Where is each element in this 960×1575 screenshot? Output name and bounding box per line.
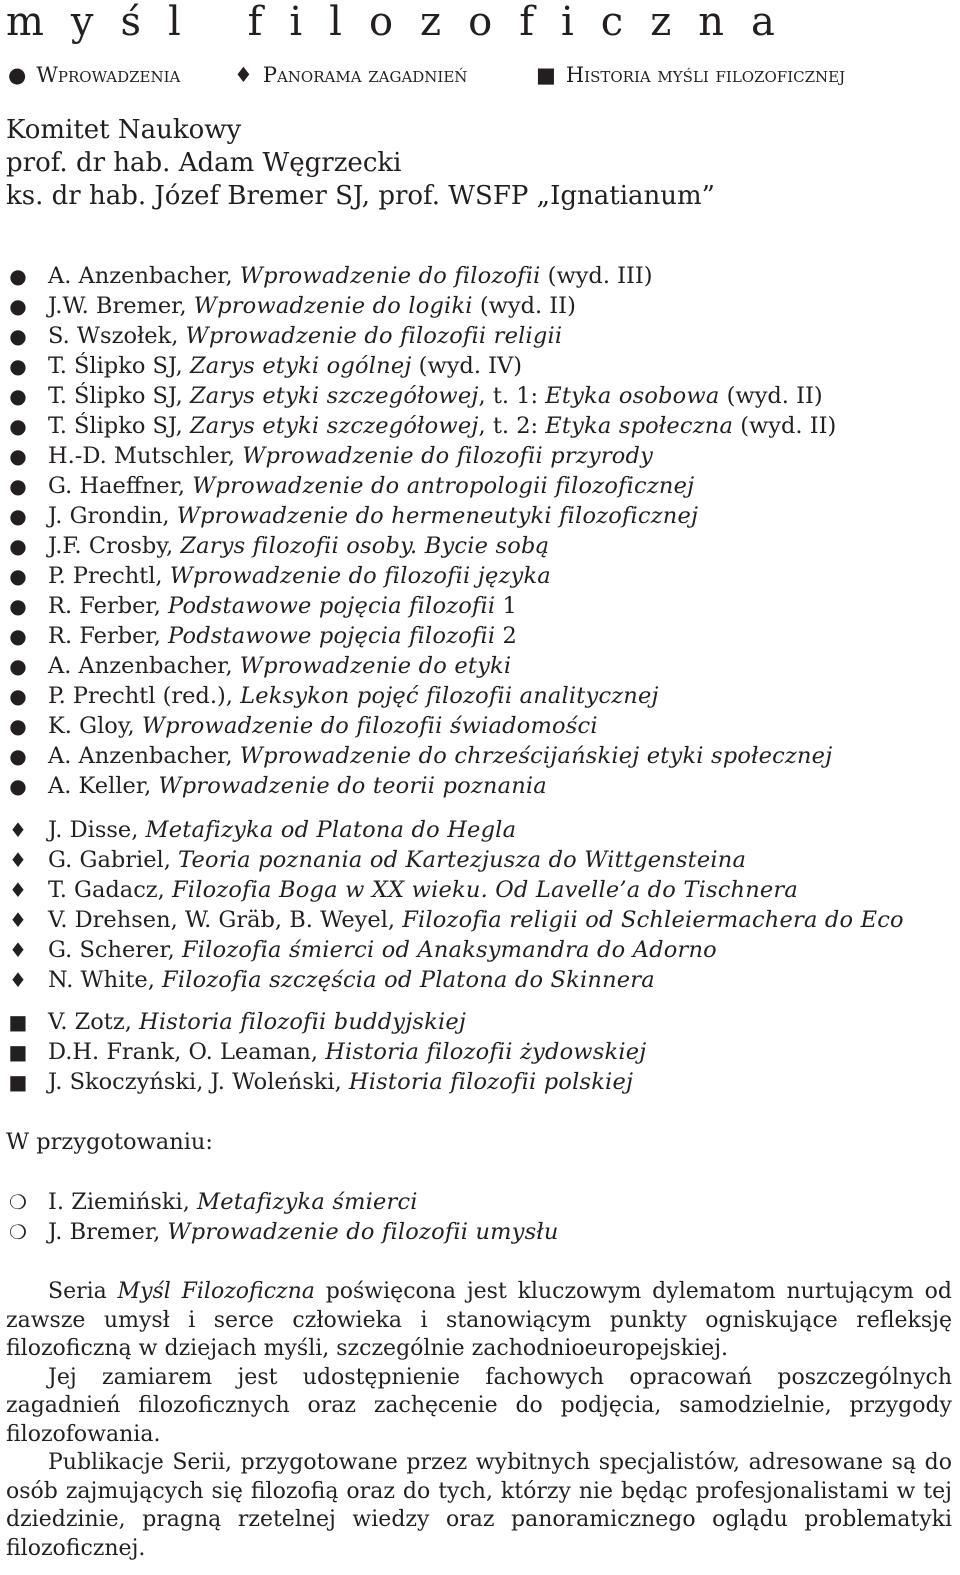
circle-bullet-icon: ● [9, 624, 27, 648]
book-author: J. Bremer, [48, 1219, 168, 1245]
circle-bullet-icon: ● [9, 504, 27, 528]
book-entry [48, 531, 549, 561]
book-title: Wprowadzenie do filozofii świadomości [141, 713, 598, 739]
circle-bullet-icon: ● [9, 744, 27, 768]
series-title: myśl filozoficzna [6, 0, 802, 45]
circle-bullet-icon: ● [9, 594, 27, 618]
book-title: Wprowadzenie do filozofii umysłu [167, 1219, 559, 1245]
book-entry [48, 411, 836, 441]
book-note: (wyd. III) [540, 263, 653, 289]
book-author: J.F. Crosby, [48, 533, 181, 559]
circle-bullet-icon: ● [9, 324, 27, 348]
book-entry [48, 441, 653, 471]
book-title: Filozofia Boga w XX wieku. Od Lavelle’a do Tischnera [171, 877, 799, 903]
book-entry [48, 1187, 418, 1217]
book-title: Wprowadzenie do logiki [193, 293, 473, 319]
book-edition-note: (wyd. II) [719, 383, 823, 409]
diamond-bullet-icon: ♦ [9, 968, 27, 992]
book-author: P. Prechtl (red.), [48, 683, 241, 709]
square-bullet-icon: ■ [8, 1040, 28, 1064]
book-note: 2 [495, 623, 517, 649]
book-title: Teoria poznania od Kartezjusza do Wittgensteina [178, 847, 747, 873]
hollow-circle-bullet-icon: ❍ [9, 1220, 27, 1244]
book-author: J. Skoczyński, J. Woleński, [48, 1069, 349, 1095]
circle-bullet-icon: ● [9, 774, 27, 798]
book-title: Zarys etyki ogólnej [189, 353, 412, 379]
book-author: G. Gabriel, [48, 847, 179, 873]
book-entry [48, 905, 904, 935]
category-panorama [234, 62, 467, 88]
book-author: N. White, [48, 967, 163, 993]
book-title: Wprowadzenie do teorii poznania [158, 773, 547, 799]
book-note: , t. 1: [478, 383, 546, 409]
book-entry [48, 845, 746, 875]
description-text: Seria [48, 1279, 118, 1304]
category-history [536, 62, 845, 88]
committee-member: ks. dr hab. Józef Bremer SJ, prof. WSFP „Ignatianum” [6, 181, 715, 211]
book-entry [48, 501, 698, 531]
category-label: Wprowadzenia [36, 63, 181, 87]
book-title: Wprowadzenie do etyki [239, 653, 512, 679]
scientific-committee [6, 114, 715, 213]
book-author: R. Ferber, [48, 623, 169, 649]
book-author: V. Drehsen, W. Gräb, B. Weyel, [48, 907, 403, 933]
hollow-circle-bullet-icon: ❍ [9, 1190, 27, 1214]
book-author: T. Ślipko SJ, [48, 353, 190, 379]
circle-bullet-icon: ● [9, 684, 27, 708]
book-title: Zarys etyki szczegółowej [189, 383, 479, 409]
book-entry [48, 351, 522, 381]
book-title: Wprowadzenie do filozofii religii [185, 323, 563, 349]
book-entry [48, 965, 655, 995]
book-title: Historia filozofii buddyjskiej [139, 1009, 467, 1035]
book-author: T. Ślipko SJ, [48, 413, 190, 439]
book-entry [48, 651, 511, 681]
book-title: Historia filozofii polskiej [348, 1069, 634, 1095]
book-author: A. Anzenbacher, [48, 743, 240, 769]
book-entry [48, 621, 517, 651]
circle-bullet-icon: ● [8, 63, 27, 87]
book-entry [48, 935, 717, 965]
book-entry [48, 741, 832, 771]
book-author: J.W. Bremer, [48, 293, 194, 319]
book-title: Podstawowe pojęcia filozofii [168, 623, 496, 649]
book-author: A. Anzenbacher, [48, 263, 240, 289]
book-author: P. Prechtl, [48, 563, 170, 589]
book-entry [48, 1007, 466, 1037]
book-title: Filozofia religii od Schleiermachera do Eco [402, 907, 904, 933]
category-label: Panorama zagadnień [262, 63, 468, 87]
square-bullet-icon: ■ [8, 1010, 28, 1034]
book-title: Wprowadzenie do chrześcijańskiej etyki społecznej [239, 743, 833, 769]
book-author: J. Disse, [48, 817, 146, 843]
book-entry [48, 681, 659, 711]
circle-bullet-icon: ● [9, 714, 27, 738]
circle-bullet-icon: ● [9, 384, 27, 408]
book-note: 1 [495, 593, 517, 619]
circle-bullet-icon: ● [9, 534, 27, 558]
committee-member: prof. dr hab. Adam Węgrzecki [6, 148, 402, 178]
book-entry [48, 321, 562, 351]
book-entry [48, 261, 653, 291]
book-title: Filozofia śmierci od Anaksymandra do Adorno [181, 937, 717, 963]
diamond-bullet-icon: ♦ [9, 818, 27, 842]
square-bullet-icon: ■ [536, 63, 556, 87]
diamond-bullet-icon: ♦ [9, 938, 27, 962]
book-entry [48, 771, 547, 801]
book-title: Podstawowe pojęcia filozofii [168, 593, 496, 619]
description-paragraph [6, 1278, 952, 1364]
book-title: Wprowadzenie do filozofii języka [169, 563, 551, 589]
book-author: R. Ferber, [48, 593, 169, 619]
circle-bullet-icon: ● [9, 564, 27, 588]
book-title: Zarys filozofii osoby. Bycie sobą [180, 533, 550, 559]
diamond-bullet-icon: ♦ [234, 63, 253, 87]
book-entry [48, 815, 516, 845]
square-bullet-icon: ■ [8, 1070, 28, 1094]
book-author: T. Ślipko SJ, [48, 383, 190, 409]
committee-heading: Komitet Naukowy [6, 115, 242, 145]
book-note: (wyd. II) [472, 293, 576, 319]
book-entry [48, 471, 694, 501]
circle-bullet-icon: ● [9, 474, 27, 498]
book-entry [48, 875, 798, 905]
book-author: D.H. Frank, O. Leaman, [48, 1039, 326, 1065]
book-entry [48, 711, 598, 741]
book-title: Wprowadzenie do filozofii [239, 263, 541, 289]
book-author: G. Haeffner, [48, 473, 193, 499]
category-label: Historia myśli filozoficznej [565, 63, 846, 87]
diamond-bullet-icon: ♦ [9, 878, 27, 902]
description-paragraph: Publikacje Serii, przygotowane przez wybitnych specjalistów, adresowane są do osób zajmujących się filozofią oraz do tych, którzy nie będąc profesjonalistami w tej dziedzinie, pragną rzetelnej wiedzy oraz panoramicznego oglądu problematyki filozoficznej. [6, 1450, 952, 1561]
book-author: S. Wszołek, [48, 323, 186, 349]
book-note: , t. 2: [478, 413, 546, 439]
book-author: J. Grondin, [48, 503, 177, 529]
book-title: Zarys etyki szczegółowej [189, 413, 479, 439]
description-text: poświęcona jest kluczowym dylematom nurtującym od zawsze umysł i serce człowieka i stanowiącym punkty ogniskujące refleksję filozoficzną w dziejach myśli, szczególnie zachodnioeuropejskiej. [6, 1279, 952, 1361]
circle-bullet-icon: ● [9, 444, 27, 468]
book-note: (wyd. IV) [411, 353, 523, 379]
description-paragraph: Jej zamiarem jest udostępnienie fachowych opracowań poszczególnych zagadnień filozoficznych oraz zachęcenie do podjęcia, samodzielnie, przygody filozofowania. [6, 1364, 952, 1447]
book-title: Historia filozofii żydowskiej [325, 1039, 647, 1065]
book-entry [48, 1037, 646, 1067]
series-description [6, 1278, 952, 1563]
book-title: Filozofia szczęścia od Platona do Skinnera [162, 967, 655, 993]
circle-bullet-icon: ● [9, 294, 27, 318]
book-entry [48, 1067, 633, 1097]
book-author: T. Gadacz, [48, 877, 172, 903]
book-title: Wprowadzenie do filozofii przyrody [242, 443, 654, 469]
book-title: Metafizyka śmierci [197, 1189, 418, 1215]
book-title: Metafizyka od Platona do Hegla [145, 817, 517, 843]
book-entry [48, 291, 576, 321]
circle-bullet-icon: ● [9, 354, 27, 378]
circle-bullet-icon: ● [9, 414, 27, 438]
book-author: A. Anzenbacher, [48, 653, 240, 679]
book-volume-title: Etyka społeczna [545, 413, 734, 439]
book-entry [48, 381, 823, 411]
diamond-bullet-icon: ♦ [9, 908, 27, 932]
circle-bullet-icon: ● [9, 264, 27, 288]
book-author: K. Gloy, [48, 713, 142, 739]
book-author: I. Ziemiński, [48, 1189, 198, 1215]
book-author: G. Scherer, [48, 937, 182, 963]
book-author: V. Zotz, [48, 1009, 139, 1035]
in-preparation-label: W przygotowaniu: [6, 1129, 213, 1155]
diamond-bullet-icon: ♦ [9, 848, 27, 872]
book-entry [48, 1217, 559, 1247]
series-name: Myśl Filozoficzna [117, 1279, 315, 1304]
book-entry [48, 561, 551, 591]
book-author: A. Keller, [48, 773, 159, 799]
book-edition-note: (wyd. II) [733, 413, 837, 439]
book-title: Leksykon pojęć filozofii analitycznej [240, 683, 659, 709]
book-entry [48, 591, 517, 621]
book-volume-title: Etyka osobowa [545, 383, 720, 409]
book-title: Wprowadzenie do hermeneutyki filozoficznej [176, 503, 699, 529]
category-introductions [8, 62, 180, 88]
circle-bullet-icon: ● [9, 654, 27, 678]
book-author: H.-D. Mutschler, [48, 443, 243, 469]
book-title: Wprowadzenie do antropologii filozoficznej [192, 473, 695, 499]
